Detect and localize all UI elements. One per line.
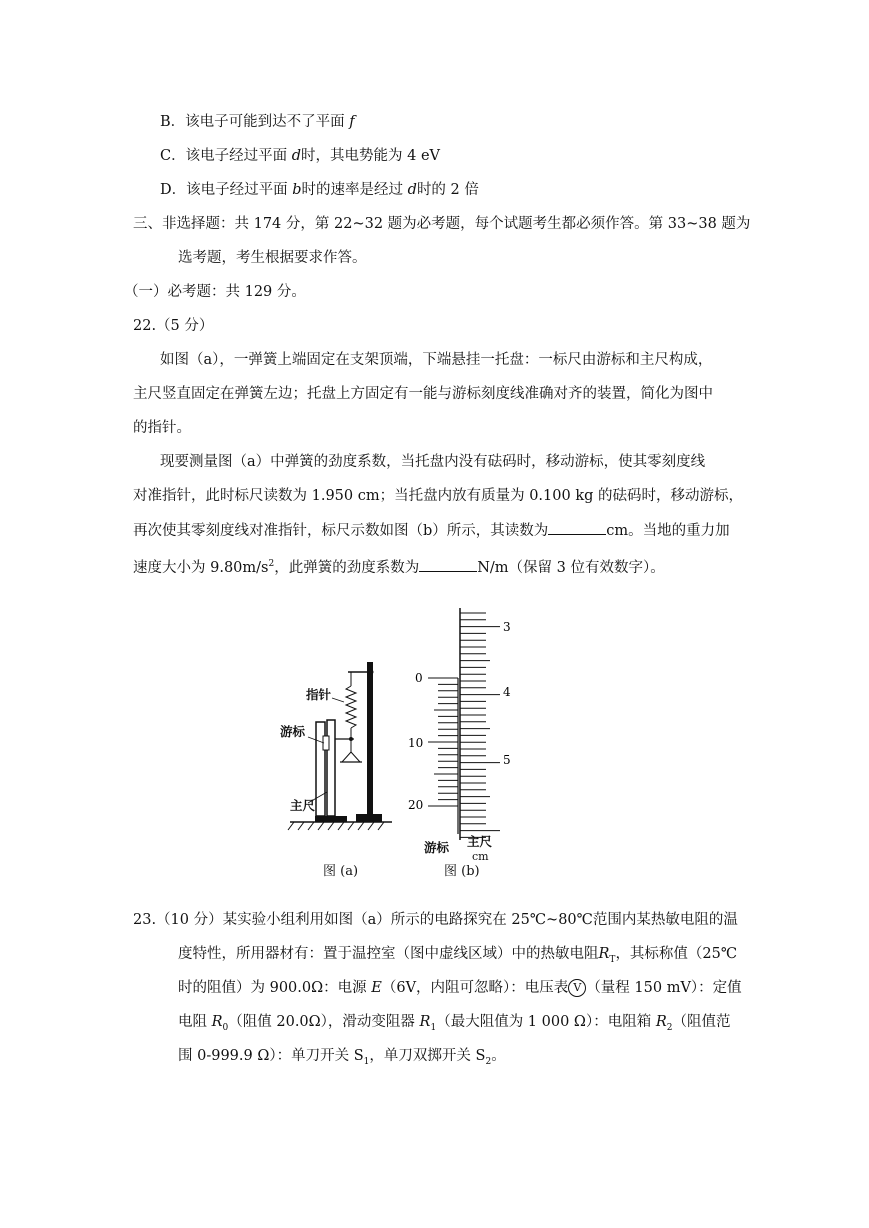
section-3-line-2: 选考题，考生根据要求作答。 [178,250,367,266]
main-label-5: 5 [503,753,511,767]
label-unit-cm: cm [472,850,489,863]
label-vernier-a: 游标 [280,724,306,739]
vernier-label-0: 0 [415,671,423,685]
option-b: B．该电子可能到达不了平面 f [160,114,355,130]
q23-line-3: 时的阻值）为 900.0Ω：电源 E（6V，内阻可忽略）：电压表 V （量程 150 mV）：定值 [178,980,742,996]
answer-blank-reading[interactable] [548,520,606,535]
q22-header: 22.（5 分） [133,318,214,334]
section-3-line-1: 三、非选择题：共 174 分，第 22~32 题为必考题，每个试题考生都必须作答。第 33~38 题为 [133,216,751,232]
vernier-label-10: 10 [408,736,424,750]
q23-line-5: 围 0-999.9 Ω）：单刀开关 $S_1$，单刀双掷开关 $S_2$。 [178,1048,506,1067]
q22-p1-line-1: 如图（a），一弹簧上端固定在支架顶端，下端悬挂一托盘：一标尺由游标和主尺构成， [160,352,713,368]
option-c: C．该电子经过平面 d时，其电势能为 4 eV [160,148,440,164]
label-vernier-b: 游标 [424,840,450,855]
label-main-scale-a: 主尺 [290,798,316,813]
label-main-scale-b: 主尺 [467,834,493,849]
subsection-1: （一）必考题：共 129 分。 [124,284,306,300]
voltmeter-symbol: V [568,979,586,997]
main-label-3: 3 [503,620,511,634]
vernier-label-20: 20 [408,798,424,812]
q22-p2-line-2: 对准指针，此时标尺读数为 1.950 cm；当托盘内放有质量为 0.100 kg 的砝码时，移动游标， [133,488,744,504]
caption-figure-b: 图 (b) [444,864,480,879]
q22-p1-line-3: 的指针。 [133,420,191,436]
q22-p2-line-3: 再次使其零刻度线对准指针，标尺示数如图（b）所示，其读数为 cm。当地的重力加 [133,520,730,541]
main-label-4: 4 [503,685,511,699]
q23-line-1: 23.（10 分）某实验小组利用如图（a）所示的电路探究在 25℃~80℃范围内某热敏电阻的温 [133,912,738,928]
q22-p1-line-2: 主尺竖直固定在弹簧左边；托盘上方固定有一能与游标刻度线准确对齐的装置，简化为图中 [133,386,713,402]
q22-p2-line-1: 现要测量图（a）中弹簧的劲度系数，当托盘内没有砝码时，移动游标，使其零刻度线 [160,454,706,470]
q23-line-4: 电阻 $R_0$（阻值 20.0Ω），滑动变阻器 $R_1$（最大阻值为 1 000 Ω）：电阻箱 $R_2$（阻值范 [178,1014,731,1033]
figure-b-diagram [405,608,530,853]
q23-line-2: 度特性，所用器材有：置于温控室（图中虚线区域）中的热敏电阻$R_T$，其标称值（25℃ [178,946,738,965]
label-pointer: 指针 [306,687,332,702]
q22-p2-line-4: 速度大小为 $9.80m/s^2$，此弹簧的劲度系数为 N/m（保留 3 位有效数字）。 [133,554,665,578]
option-d: D．该电子经过平面 b时的速率是经过 d时的 2 倍 [160,182,479,198]
answer-blank-spring-constant[interactable] [419,557,477,572]
caption-figure-a: 图 (a) [323,864,359,879]
